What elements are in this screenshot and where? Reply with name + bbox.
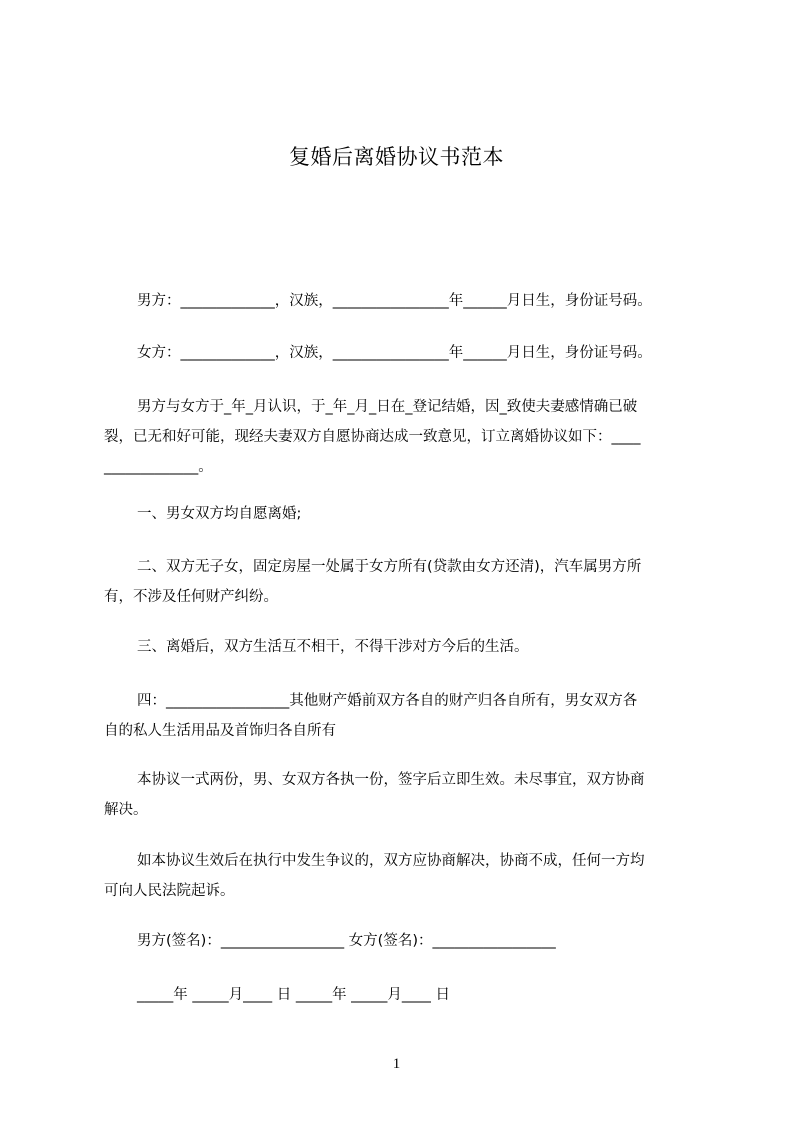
date-line: _____年 _____月____ 日 _____年 _____月____ 日	[137, 987, 451, 1003]
clause-2-line-2: 有，不涉及任何财产纠纷。	[104, 589, 278, 605]
dispute-paragraph	[104, 846, 704, 906]
copies-line-1: 本协议一式两份，男、女双方各执一份，签字后立即生效。未尽事宜，双方协商	[137, 772, 645, 788]
copies-paragraph	[104, 765, 704, 825]
intro-line-1: 男方与女方于_年_月认识，于_年_月_日在_登记结婚，因_致使夫妻感情确已破	[137, 399, 638, 415]
intro-paragraph	[104, 392, 704, 482]
woman-info-paragraph	[104, 338, 704, 368]
woman-info-line: 女方：_____________，汉族，________________年______月日生，身份证号码。	[137, 345, 652, 361]
clause-3-paragraph	[104, 632, 704, 662]
intro-line-3: _____________。	[104, 459, 213, 475]
clause-2-line-1: 二、双方无子女，固定房屋一处属于女方所有(贷款由女方还清)，汽车属男方所	[137, 559, 642, 575]
clause-1-line: 一、男女双方均自愿离婚;	[137, 506, 302, 522]
signature-line: 男方(签名)：_________________ 女方(签名)：_________________	[137, 933, 556, 949]
clause-3-line: 三、离婚后，双方生活互不相干，不得干涉对方今后的生活。	[137, 639, 529, 655]
man-info-paragraph	[104, 286, 704, 316]
clause-2-paragraph	[104, 552, 704, 612]
intro-line-2: 裂，已无和好可能，现经夫妻双方自愿协商达成一致意见，订立离婚协议如下：____	[104, 429, 641, 445]
signature-paragraph	[104, 926, 704, 956]
date-paragraph	[104, 980, 704, 1010]
clause-4-line-1: 四：_________________其他财产婚前双方各自的财产归各自所有，男女双方各	[137, 693, 638, 709]
copies-line-2: 解决。	[104, 802, 148, 818]
man-info-line: 男方：_____________，汉族，________________年______月日生，身份证号码。	[137, 293, 652, 309]
document-title: 复婚后离婚协议书范本	[289, 145, 504, 169]
dispute-line-2: 可向人民法院起诉。	[104, 883, 235, 899]
page-number: 1	[392, 1056, 401, 1072]
clause-4-line-2: 自的私人生活用品及首饰归各自所有	[104, 723, 336, 739]
dispute-line-1: 如本协议生效后在执行中发生争议的，双方应协商解决，协商不成，任何一方均	[137, 853, 645, 869]
clause-1-paragraph	[104, 499, 704, 529]
clause-4-paragraph	[104, 686, 704, 746]
